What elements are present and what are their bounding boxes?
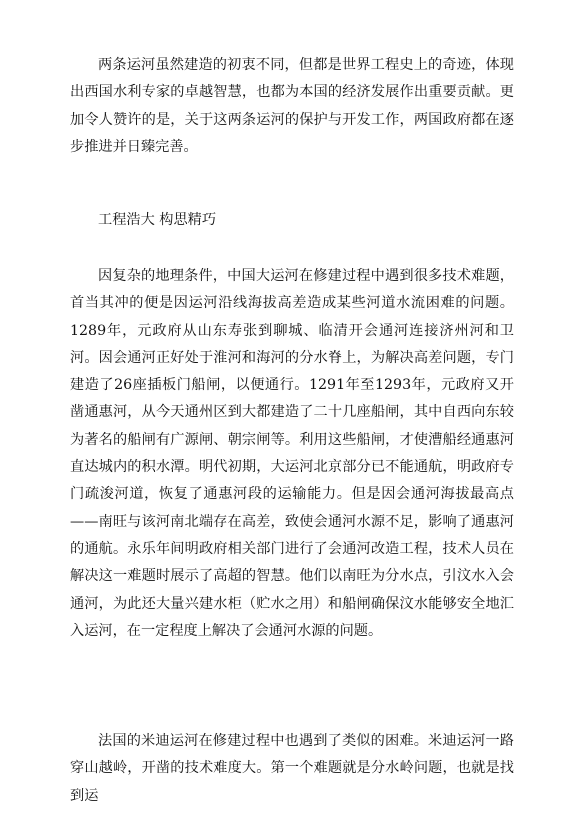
paragraph-midi-canal: 法国的米迪运河在修建过程中也遇到了类似的困难。米迪运河一路穿山越岭，开凿的技术难度大。第一个难题就是分水岭问题，也就是找到运 xyxy=(70,733,514,804)
paragraph-intro: 两条运河虽然建造的初衷不同，但都是世界工程史上的奇迹，体现出西国水利专家的卓越智慧，也都为本国的经济发展作出重要贡献。更加令人赞许的是，关于这两条运河的保护与开发工作，两国政府都在逐步推进并日臻完善。 xyxy=(70,57,514,155)
paragraph-china-canal: 因复杂的地理条件，中国大运河在修建过程中遇到很多技术难题，首当其冲的便是因运河沿线海拔高差造成某些河道水流困难的问题。1289年，元政府从山东寿张到聊城、临清开会通河连接济州河和卫河。因会通河正好处于淮河和海河的分水脊上，为解决高差问题，专门建造了26座插板门船闸，以便通行。1291年至1293年，元政府又开凿通惠河，从今天通州区到大都建造了二十几座船闸，其中自西向东较为著名的船闸有广源闸、朝宗闸等。利用这些船闸，才使漕船经通惠河直达城内的积水潭。明代初期，大运河北京部分已不能通航，明政府专门疏浚河道，恢复了通惠河段的运输能力。但是因会通河海拔最高点——南旺与该河南北端存在高差，致使会通河水源不足，影响了通惠河的通航。永乐年间明政府相关部门进行了会通河改造工程，技术人员在解决这一难题时展示了高超的智慧。他们以南旺为分水点，引汶水入会通河，为此还大量兴建水柜（贮水之用）和船闸确保汶水能够安全地汇入运河，在一定程度上解决了会通河水源的问题。 xyxy=(70,268,514,639)
section-heading: 工程浩大 构思精巧 xyxy=(98,212,217,228)
